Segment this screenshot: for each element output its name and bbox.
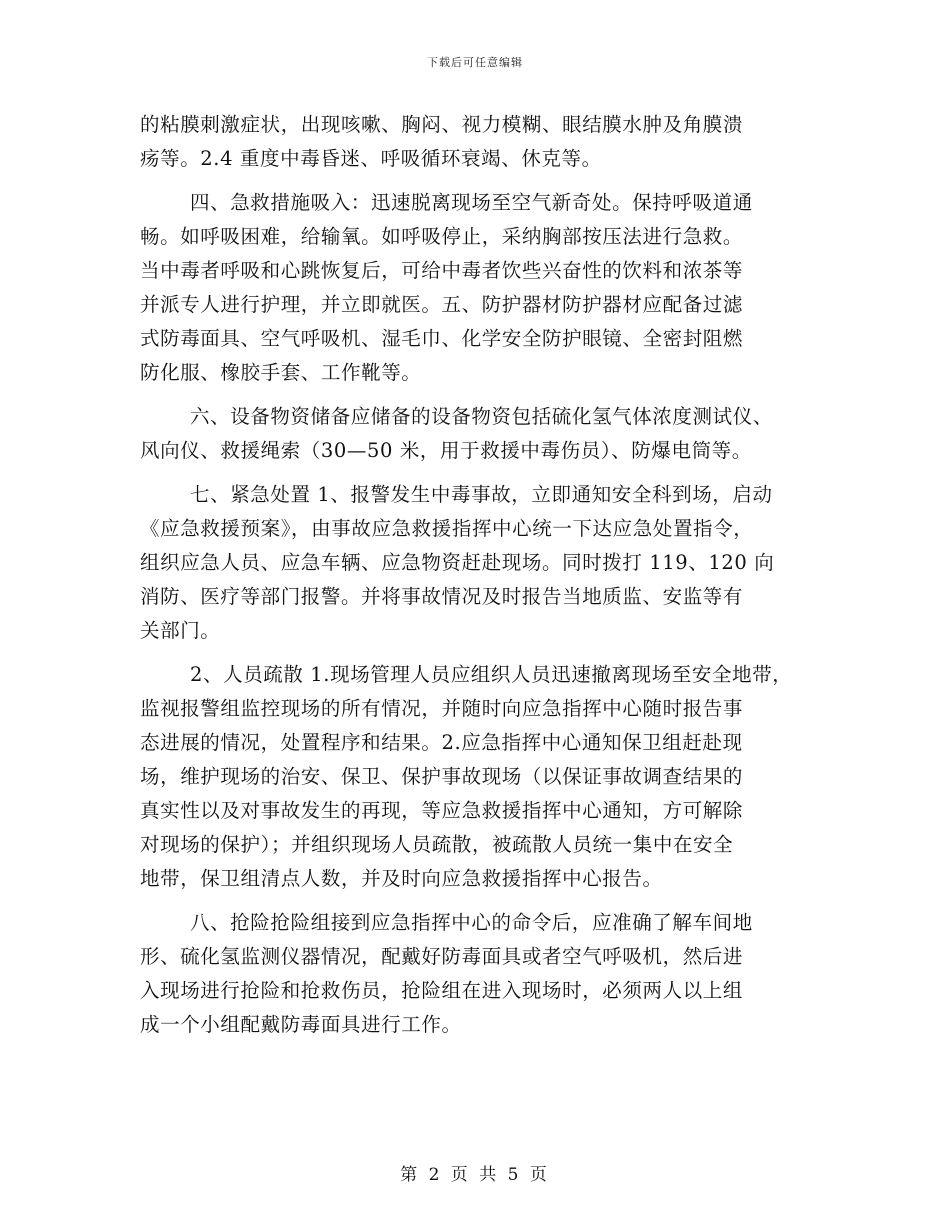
paragraph: [140, 658, 820, 896]
text-line: 六、设备物资储备应储备的设备物资包括硫化氢气体浓度测试仪、: [190, 405, 773, 428]
document-body: [140, 108, 820, 1042]
text-line: 成一个小组配戴防毒面具进行工作。: [140, 1013, 462, 1036]
text-line: 组织应急人员、应急车辆、应急物资赶赴现场。同时拨打 119、120 向: [140, 551, 775, 574]
text-line: 疡等。2.4 重度中毒昏迷、呼吸循环衰竭、休克等。: [140, 147, 602, 170]
text-line: 地带，保卫组清点人数，并及时向应急救援指挥中心报告。: [140, 867, 663, 890]
text-line: 式防毒面具、空气呼吸机、湿毛巾、化学安全防护眼镜、全密封阻燃: [140, 327, 744, 350]
text-line: 风向仪、救援绳索（30—50 米，用于救援中毒伤员）、防爆电筒等。: [140, 439, 752, 462]
text-line: 监视报警组监控现场的所有情况，并随时向应急指挥中心随时报告事: [140, 697, 744, 720]
text-line: 当中毒者呼吸和心跳恢复后，可给中毒者饮些兴奋性的饮料和浓茶等: [140, 259, 744, 282]
text-line: 并派专人进行护理，并立即就医。五、防护器材防护器材应配备过滤: [140, 293, 744, 316]
paragraph: [140, 906, 820, 1042]
text-line: 《应急救援预案》，由事故应急救援指挥中心统一下达应急处置指令，: [140, 517, 754, 540]
text-line: 态进展的情况，处置程序和结果。2.应急指挥中心通知保卫组赶赴现: [140, 731, 743, 754]
text-line: 对现场的保护）；并组织现场人员疏散，被疏散人员统一集中在安全: [140, 833, 734, 856]
paragraph: [140, 108, 820, 176]
text-line: 消防、医疗等部门报警。并将事故情况及时报告当地质监、安监等有: [140, 585, 744, 608]
text-line: 关部门。: [140, 619, 221, 642]
text-line: 的粘膜刺激症状，出现咳嗽、胸闷、视力模糊、眼结膜水肿及角膜溃: [140, 113, 744, 136]
page-header: 下载后可任意编辑: [427, 56, 523, 69]
text-line: 2、人员疏散 1.现场管理人员应组织人员迅速撤离现场至安全地带，: [190, 663, 793, 686]
paragraph: [140, 478, 820, 648]
text-line: 防化服、橡胶手套、工作靴等。: [140, 361, 422, 384]
text-line: 形、硫化氢监测仪器情况，配戴好防毒面具或者空气呼吸机，然后进: [140, 945, 744, 968]
paragraph: [140, 400, 820, 468]
page-footer: 第 2 页 共 5 页: [400, 1165, 550, 1185]
text-line: 八、抢险抢险组接到应急指挥中心的命令后，应准确了解车间地: [190, 911, 753, 934]
text-line: 畅。如呼吸困难，给输氧。如呼吸停止，采纳胸部按压法进行急救。: [140, 225, 744, 248]
paragraph: [140, 186, 820, 390]
text-line: 场，维护现场的治安、保卫、保护事故现场（以保证事故调查结果的: [140, 765, 744, 788]
text-line: 入现场进行抢险和抢救伤员，抢险组在进入现场时，必须两人以上组: [140, 979, 744, 1002]
text-line: 真实性以及对事故发生的再现，等应急救援指挥中心通知，方可解除: [140, 799, 744, 822]
text-line: 四、急救措施吸入：迅速脱离现场至空气新奇处。保持呼吸道通: [190, 191, 753, 214]
text-line: 七、紧急处置 1、报警发生中毒事故，立即通知安全科到场，启动: [190, 483, 773, 506]
